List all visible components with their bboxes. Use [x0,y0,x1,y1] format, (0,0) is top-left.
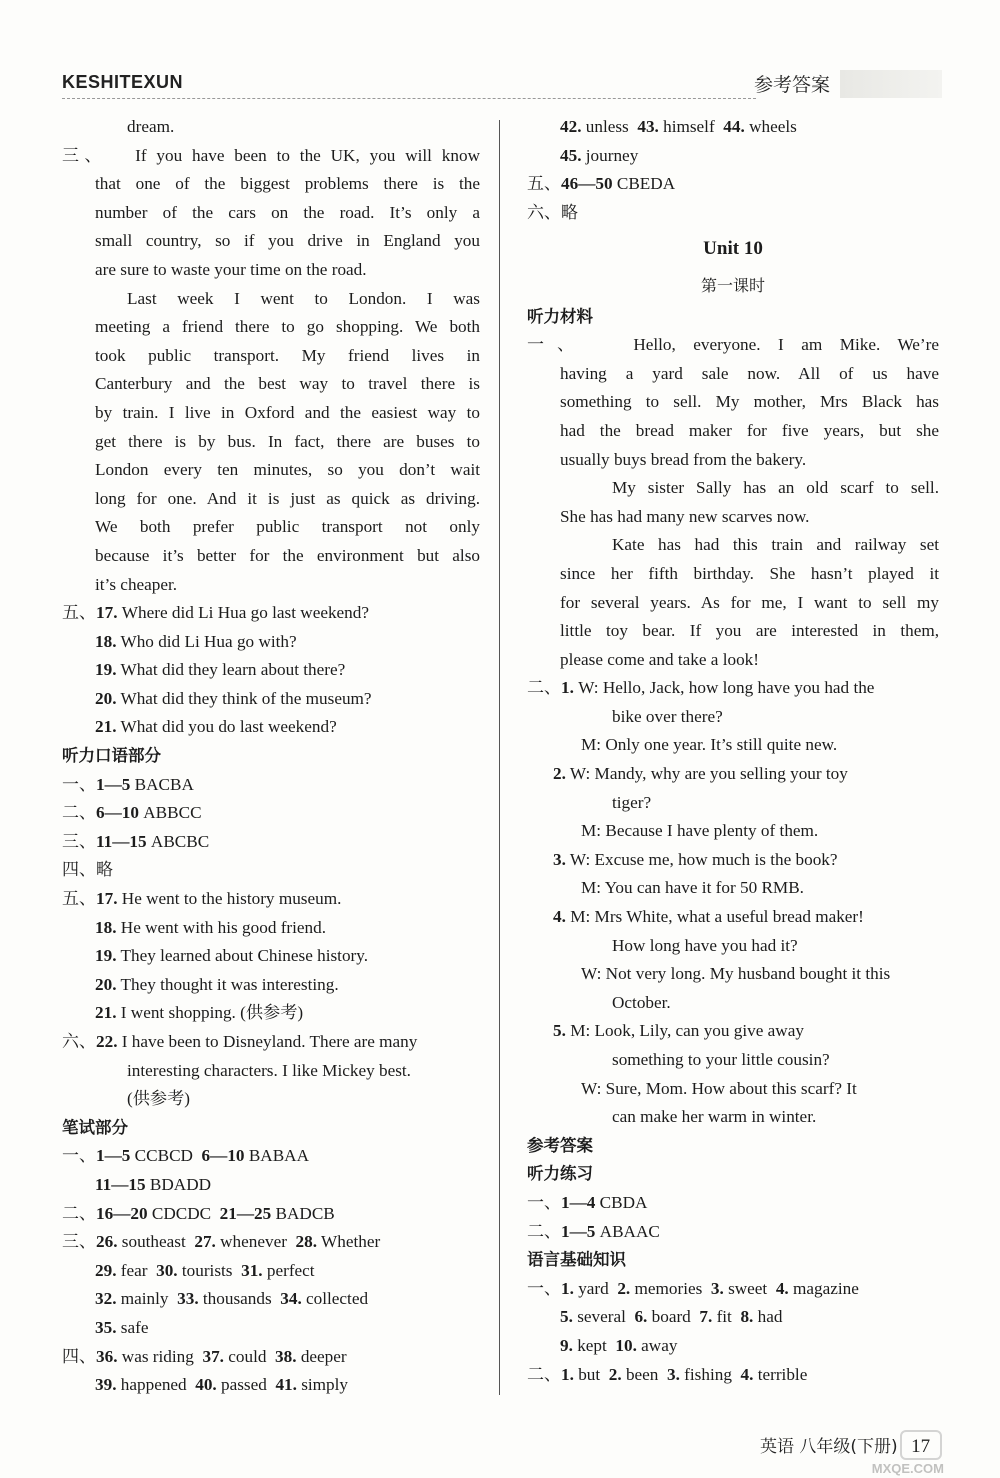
text-line: dream. [127,117,175,136]
left-column [62,113,480,1400]
text-line: She has had many new scarves now. [560,506,810,526]
dialogue-text: Mandy, why are you selling your toy [594,764,848,784]
answer-text: He went with his good friend. [120,917,327,937]
answer-text: CBDA [599,1192,648,1212]
answer-text: sweet [728,1278,768,1298]
text-line: We both prefer public transport not only [95,517,480,537]
item-number: 11—15 [96,831,147,851]
item-number: 6. [634,1307,648,1327]
section-marker: 二、 [527,678,561,699]
item-number: 31. [241,1260,263,1280]
section-marker: 三、 [62,145,108,166]
text-line: Canterbury and the best way to travel there is [95,374,480,394]
answer-line [62,914,480,943]
answer-text: BACBA [134,774,194,794]
item-number: 18. [95,631,117,651]
answer-text: fear [120,1260,148,1280]
dialogue-text: Excuse me, how much is the book? [594,849,838,869]
answer-text: passed [221,1375,267,1395]
lesson-title: 第一课时 [700,275,765,295]
answer-line [527,113,939,142]
answer-text: happened [120,1375,187,1395]
text-line: My sister Sally has an old scarf to sell. [612,478,939,498]
answer-text: fishing [684,1364,732,1384]
answer-text: perfect [266,1260,315,1280]
text-line: having a yard sale now. All of us have [560,363,939,383]
answer-line [527,1361,939,1390]
section-heading: 听力口语部分 [62,746,161,766]
item-number: 39. [95,1375,117,1395]
speaker-label: M: [581,821,602,841]
question-line [62,656,480,685]
text-line: Last week I went to London. I was [127,288,480,308]
item-number: 2. [553,764,566,784]
answer-text: ABBCC [143,803,202,823]
section-heading: 语言基础知识 [527,1250,626,1270]
item-number: 17. [96,889,118,909]
dialogue-line [527,874,939,903]
item-number: 5. [553,1021,566,1041]
item-number: 20. [95,688,117,708]
question-text: What did they think of the museum? [120,688,372,708]
item-number: 1—4 [561,1192,596,1212]
section-marker: 六、 [62,1032,96,1052]
item-number: 22. [96,1032,118,1051]
question-line [62,713,480,742]
item-number: 1. [561,1278,574,1298]
header-dashed-rule [62,98,756,99]
answer-text: deeper [300,1346,347,1366]
section-heading: 笔试部分 [62,1117,128,1137]
item-number: 6—10 [96,803,139,823]
answer-text: mainly [120,1289,169,1309]
item-number: 40. [195,1375,217,1395]
speaker-label: W: [569,849,591,869]
dialogue-line [527,1075,939,1104]
text-line: long for one. And it is just as quick as driving. [95,488,480,508]
answer-line [62,1257,480,1286]
answer-text: magazine [793,1278,859,1298]
answer-text: BABAA [248,1146,309,1166]
answer-text: CDCDC [151,1203,212,1223]
dialogue-line [527,960,939,989]
answer-line [62,799,480,828]
answer-line: 六、略 [527,202,578,223]
text-line: London every ten minutes, so you don’t wait [95,460,480,480]
answer-text: fit [716,1307,732,1327]
item-number: 10. [615,1335,637,1355]
dialogue-line: tiger? [612,792,652,812]
item-number: 35. [95,1317,117,1337]
answer-text: CCBCD [134,1146,193,1166]
answer-text: I went shopping. (供参考) [120,1003,304,1023]
item-number: 2. [608,1364,622,1384]
item-number: 29. [95,1260,117,1280]
answer-line [527,142,939,171]
section-heading: 听力练习 [527,1164,593,1184]
answer-line [62,885,480,914]
answer-text: memories [634,1278,703,1298]
text-line: little toy bear. If you are interested in them, [560,621,939,641]
text-line: meeting a friend there to go shopping. We both [95,317,480,337]
text-line: Kate has had this train and railway set [612,535,939,555]
item-number: 4. [553,907,566,927]
right-column [527,113,939,1389]
dialogue-line: October. [612,992,671,1012]
section-marker: 五、 [62,889,96,910]
answer-line [62,771,480,800]
item-number: 46—50 [561,174,613,194]
item-number: 42. [560,117,582,136]
text-line: since her fifth birthday. She hasn’t played it [560,563,939,583]
dialogue-text: Mrs White, what a useful bread maker! [594,907,864,927]
item-number: 3. [553,849,566,869]
speaker-label: W: [569,764,591,784]
answer-text: terrible [757,1364,808,1384]
item-number: 1. [561,678,574,698]
answer-text: board [651,1307,691,1327]
answer-text: Whether [321,1232,381,1252]
speaker-label: M: [570,1021,591,1041]
answer-text: been [625,1364,659,1384]
answer-text: tourists [181,1260,233,1280]
dialogue-text: Hello, Jack, how long have you had the [602,678,875,698]
answer-text: thousands [202,1289,272,1309]
text-line: usually buys bread from the bakery. [560,449,807,469]
watermark-text: MXQE.COM [871,1461,944,1476]
item-number: 20. [95,974,117,994]
item-number: 27. [194,1232,216,1252]
answer-line [62,1200,480,1229]
answer-text: himself [663,117,715,136]
item-number: 26. [96,1232,118,1252]
item-number: 19. [95,660,117,680]
speaker-label: M: [581,735,602,755]
section-marker: 二、 [62,803,96,824]
answer-line [62,1028,480,1057]
answer-line [62,1314,480,1343]
section-marker: 二、 [527,1221,561,1242]
section-marker: 三、 [62,1232,96,1253]
text-line: are sure to waste your time on the road. [95,259,367,279]
watermark-logo [826,1432,944,1476]
answer-text: safe [120,1317,149,1337]
item-number: 9. [560,1335,573,1355]
dialogue-line [527,674,939,703]
item-number: 8. [740,1307,754,1327]
item-number: 38. [275,1346,297,1366]
answer-text: whenever [220,1232,287,1252]
text-span: Hello, everyone. I am Mike. We’re [633,335,939,355]
answer-line [62,942,480,971]
answer-text: BADCB [275,1203,335,1223]
answer-line [62,1371,480,1400]
item-number: 3. [666,1364,680,1384]
dialogue-text: Look, Lily, can you give away [594,1021,804,1041]
answer-text: unless [585,117,629,136]
answer-line [527,1218,939,1247]
item-number: 6—10 [201,1146,245,1166]
text-line [62,142,480,171]
section-marker: 二、 [527,1364,561,1385]
answer-line [62,1228,480,1257]
answer-text: They learned about Chinese history. [120,946,369,966]
item-number: 1—5 [561,1221,596,1241]
question-text: What did they learn about there? [120,660,346,680]
answer-text: southeast [121,1232,186,1252]
section-marker: 一、 [62,1146,96,1167]
dialogue-line: can make her warm in winter. [612,1107,817,1127]
item-number: 33. [177,1289,199,1309]
answer-text: He went to the history museum. [121,889,342,909]
item-number: 4. [740,1364,754,1384]
answer-text: They thought it was interesting. [120,974,339,994]
answer-text: wheels [749,117,797,136]
answer-text: could [228,1346,267,1366]
dialogue-line: something to your little cousin? [612,1050,830,1069]
text-line: by train. I live in Oxford and the easiest way to [95,402,480,422]
question-line [62,685,480,714]
brand-text: KESHITEXUN [62,72,184,92]
dialogue-text: Sure, Mom. How about this scarf? It [605,1078,857,1098]
text-span: If you have been to the UK, you will know [135,145,480,165]
item-number: 11—15 [95,1174,146,1194]
speaker-label: M: [570,907,591,927]
answer-text: BDADD [149,1174,212,1194]
answer-line [62,999,480,1028]
section-marker: 一、 [527,1278,561,1299]
section-heading: 听力材料 [527,306,593,326]
answer-text: ABCBC [150,831,210,851]
dialogue-line [527,903,939,932]
item-number: 17. [96,603,118,623]
item-number: 34. [280,1289,302,1309]
dialogue-line [527,731,939,760]
dialogue-line [527,846,939,875]
answer-text: yard [578,1278,609,1298]
answer-line [527,1275,939,1304]
item-number: 1—5 [96,1146,131,1166]
speaker-label: W: [578,678,599,698]
item-number: 16—20 [96,1203,148,1223]
dialogue-text: Not very long. My husband bought it this [605,964,891,984]
item-number: 5. [560,1307,573,1327]
answer-line [62,1343,480,1372]
item-number: 30. [156,1260,178,1280]
item-number: 45. [560,145,582,165]
speaker-label: W: [581,964,602,984]
item-number: 1—5 [96,774,131,794]
item-number: 21. [95,717,117,737]
item-number: 2. [617,1278,631,1298]
answer-text: ABAAC [599,1221,660,1241]
item-number: 3. [710,1278,724,1298]
section-marker: 一、 [527,335,588,356]
answer-text: several [577,1307,626,1327]
answer-line [62,828,480,857]
item-number: 4. [775,1278,789,1298]
header-decor-band [840,70,942,98]
item-number: 21. [95,1003,117,1023]
item-number: 44. [723,117,745,136]
section-marker: 三、 [62,831,96,852]
item-number: 36. [96,1346,118,1366]
answer-text: had [757,1307,783,1327]
dialogue-line: How long have you had it? [612,935,798,955]
item-number: 41. [275,1375,297,1395]
item-number: 7. [699,1307,713,1327]
answer-text: was riding [121,1346,194,1366]
unit-title: Unit 10 [703,238,763,260]
text-line: please come and take a look! [560,649,759,669]
section-marker: 一、 [527,1192,561,1213]
section-marker: 二、 [62,1203,96,1224]
speaker-label: W: [581,1078,602,1098]
column-divider [499,120,500,1395]
question-line [62,628,480,657]
question-line [62,599,480,628]
answer-line [62,1171,480,1200]
text-line: small country, so if you drive in England you [95,231,480,251]
text-line: it’s cheaper. [95,574,178,594]
answer-line [62,1285,480,1314]
item-number: 18. [95,917,117,937]
page-number: 17 [911,1436,931,1457]
answer-text: collected [306,1289,369,1309]
answer-line [527,1303,939,1332]
section-marker: 五、 [62,603,96,624]
answer-line [527,1332,939,1361]
answer-line [527,170,939,199]
dialogue-text: Only one year. It’s still quite new. [605,735,838,755]
answer-line: (供参考) [127,1089,191,1109]
item-number: 1. [561,1364,574,1384]
answer-text: CBEDA [616,174,676,194]
section-marker: 四、 [62,1346,96,1367]
header-title: 参考答案 [754,74,831,96]
question-text: Where did Li Hua go last weekend? [121,603,369,623]
text-line: get there is by bus. In fact, there are buses to [95,431,480,451]
dialogue-line [527,817,939,846]
footer-grade: 八年级(下册) [799,1437,898,1457]
item-number: 43. [637,117,659,136]
text-line: for several years. As for me, I want to sell my [560,592,939,612]
text-line: that one of the biggest problems there is the [95,174,480,194]
footer-subject: 英语 [760,1437,794,1457]
dialogue-text: You can have it for 50 RMB. [604,878,804,898]
answer-text: I have been to Disneyland. There are many [121,1032,418,1051]
dialogue-line [527,1017,939,1046]
answer-text: but [578,1364,601,1384]
answer-text: away [641,1335,678,1355]
watermark-seal-icon [900,1430,942,1460]
section-marker: 五、 [527,174,561,195]
speaker-label: M: [581,878,602,898]
question-text: What did you do last weekend? [120,717,337,737]
text-line: had the bread maker for five years, but she [560,420,939,440]
dialogue-text: Because I have plenty of them. [605,821,819,841]
item-number: 21—25 [219,1203,272,1223]
dialogue-line: bike over there? [612,706,723,726]
item-number: 28. [295,1232,318,1252]
answer-line: interesting characters. I like Mickey best. [127,1060,411,1080]
answer-text: journey [585,145,639,165]
section-marker: 一、 [62,774,96,795]
item-number: 37. [202,1346,224,1366]
answer-line: 四、略 [62,860,113,881]
page-header [62,66,942,106]
text-line: number of the cars on the road. It’s only a [95,202,480,222]
text-line: because it’s better for the environment but also [95,545,480,565]
question-text: Who did Li Hua go with? [120,631,297,651]
section-heading: 参考答案 [527,1135,593,1155]
text-line: took public transport. My friend lives in [95,345,480,365]
answer-line [62,971,480,1000]
answer-line [62,1142,480,1171]
text-line [527,331,939,360]
item-number: 32. [95,1289,117,1309]
answer-text: kept [577,1335,607,1355]
item-number: 19. [95,946,117,966]
text-line: something to sell. My mother, Mrs Black has [560,392,939,412]
answer-text: simply [301,1375,349,1395]
answer-line [527,1189,939,1218]
dialogue-line [527,760,939,789]
